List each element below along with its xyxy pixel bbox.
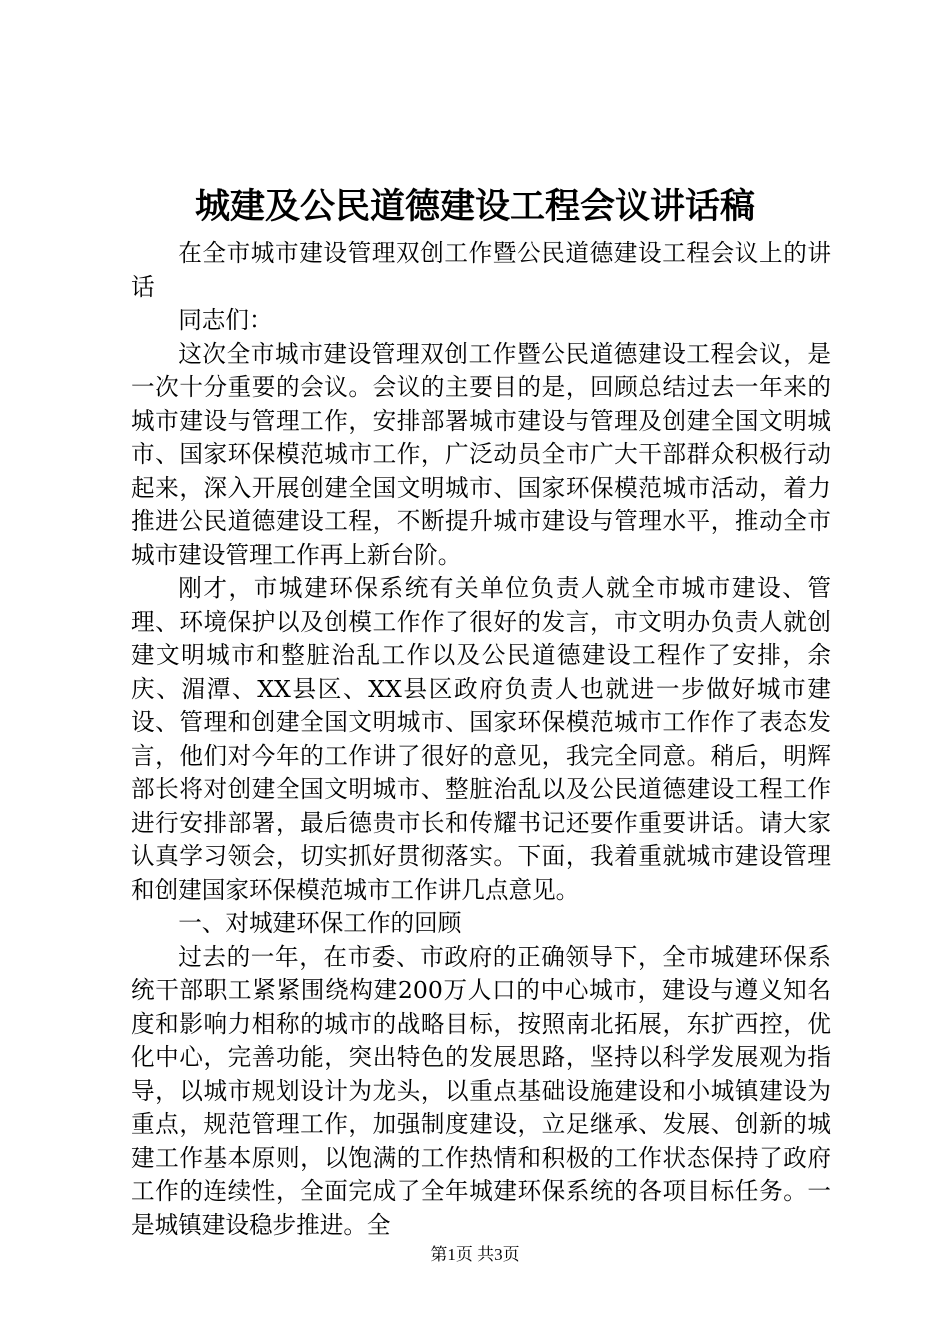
body-paragraph: 过去的一年，在市委、市政府的正确领导下，全市城建环保系统干部职工紧紧围绕构建200万人口的中心城市，建设与遵义知名度和影响力相称的城市的战略目标，按照南北拓展，东扩西控，优化中心，完善功能，突出特色的发展思路，坚持以科学发展观为指导，以城市规划设计为龙头，以重点基础设施建设和小城镇建设为重点，规范管理工作，加强制度建设，立足继承、发展、创新的城建工作基本原则，以饱满的工作热情和积极的工作状态保持了政府工作的连续性，全面完成了全年城建环保系统的各项目标任务。一是城镇建设稳步推进。全 xyxy=(131,942,831,1239)
body-paragraph: 刚才，市城建环保系统有关单位负责人就全市城市建设、管理、环境保护以及创模工作作了很好的发言，市文明办负责人就创建文明城市和整脏治乱工作以及公民道德建设工程作了安排，余庆、湄潭、XX县区、XX县区政府负责人也就进一步做好城市建设、管理和创建全国文明城市、国家环保模范城市工作作了表态发言，他们对今年的工作讲了很好的意见，我完全同意。稍后，明辉部长将对创建全国文明城市、整脏治乱以及公民道德建设工程工作进行安排部署，最后德贵市长和传耀书记还要作重要讲话。请大家认真学习领会，切实抓好贯彻落实。下面，我着重就城市建设管理和创建国家环保模范城市工作讲几点意见。 xyxy=(131,574,831,904)
body-paragraph: 这次全市城市建设管理双创工作暨公民道德建设工程会议，是一次十分重要的会议。会议的主要目的是，回顾总结过去一年来的城市建设与管理工作，安排部署城市建设与管理及创建全国文明城市、国家环保模范城市工作，广泛动员全市广大干部群众积极行动起来，深入开展创建全国文明城市、国家环保模范城市活动，着力推进公民道德建设工程，不断提升城市建设与管理水平，推动全市城市建设管理工作再上新台阶。 xyxy=(131,339,831,569)
document-body xyxy=(131,237,831,1242)
salutation-paragraph: 同志们： xyxy=(178,306,273,334)
document-title: 城建及公民道德建设工程会议讲话稿 xyxy=(194,186,755,227)
page-number-footer: 第1页 共3页 xyxy=(430,1245,520,1264)
speech-subtitle-paragraph: 在全市城市建设管理双创工作暨公民道德建设工程会议上的讲话 xyxy=(131,239,831,301)
section-heading: 一、对城建环保工作的回顾 xyxy=(178,909,462,937)
